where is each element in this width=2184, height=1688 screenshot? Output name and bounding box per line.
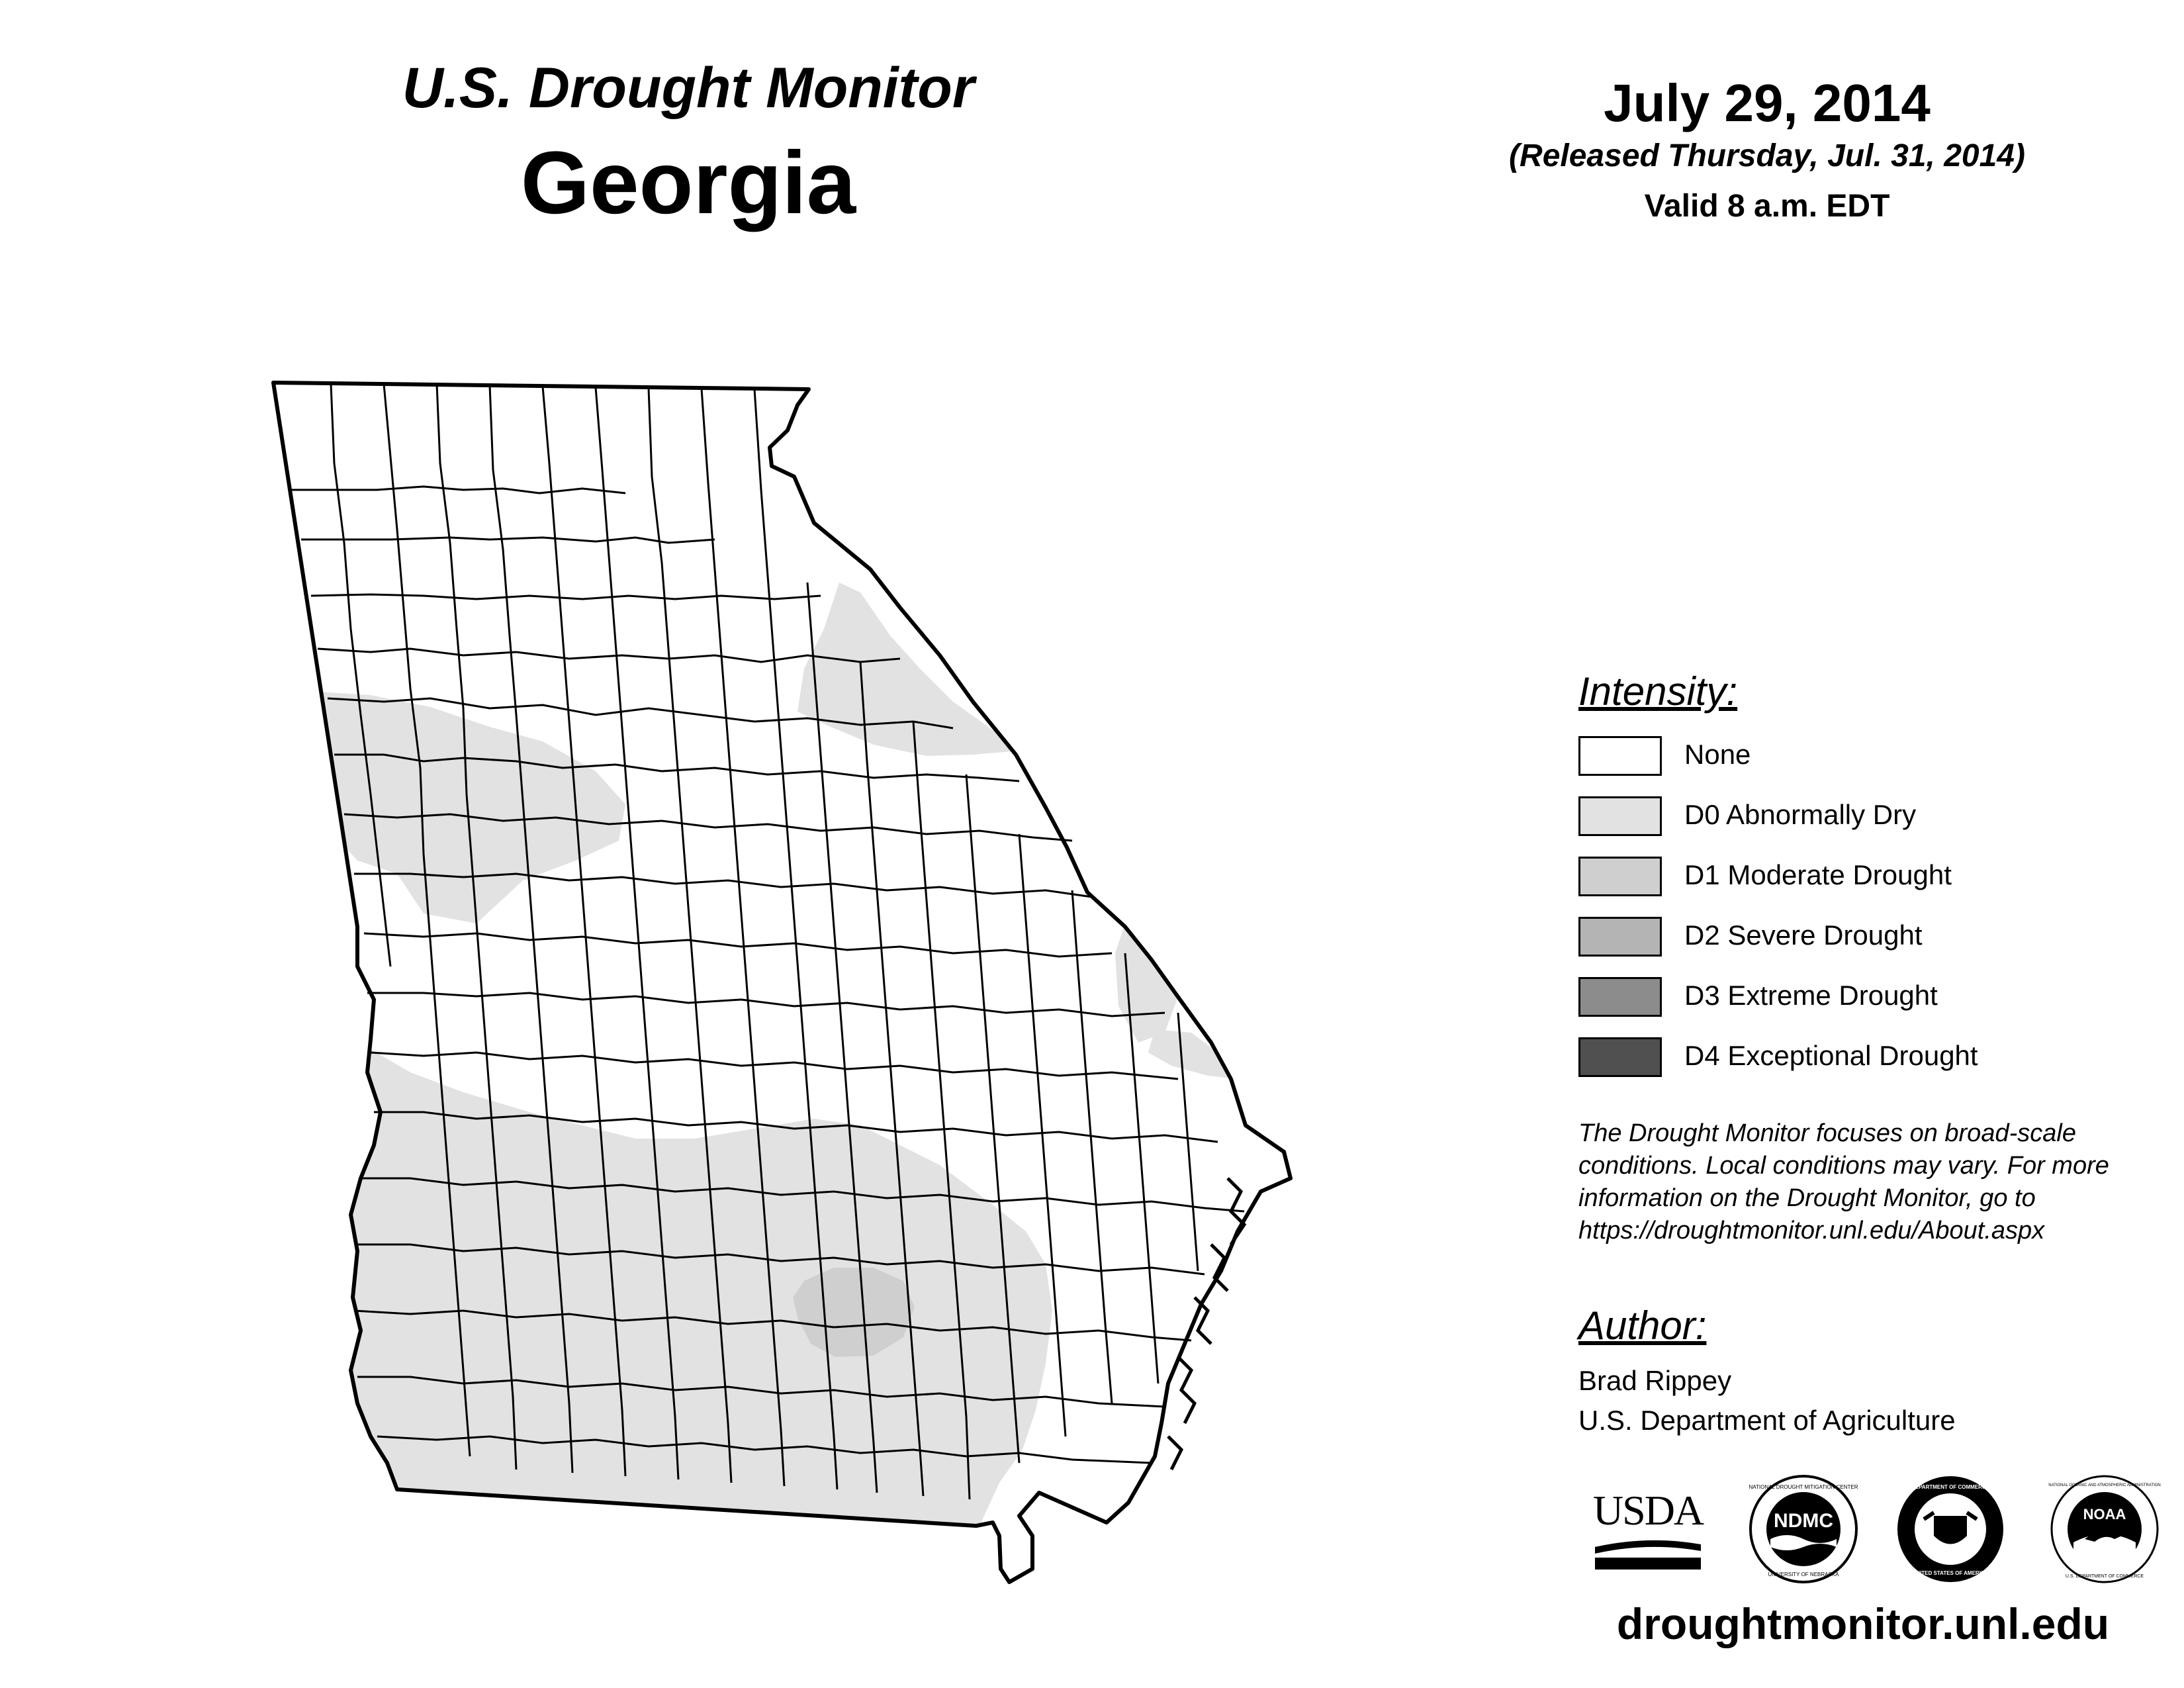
legend-swatch [1578, 977, 1662, 1017]
legend-label: D2 Severe Drought [1684, 919, 1923, 951]
legend-swatch [1578, 917, 1662, 957]
valid-time: Valid 8 a.m. EDT [1644, 189, 1890, 224]
legend-label: D1 Moderate Drought [1684, 859, 1952, 890]
ndmc-text: NDMC [1774, 1510, 1833, 1532]
map-date: July 29, 2014 [1604, 73, 1931, 132]
note-line: information on the Drought Monitor, go to [1578, 1184, 2036, 1212]
state-name: Georgia [520, 134, 856, 232]
legend-item [1578, 1037, 2148, 1081]
legend-item [1578, 796, 2148, 840]
noaa-ring-top: NATIONAL OCEANIC AND ATMOSPHERIC ADMINISTRATION [2048, 1483, 2161, 1487]
ndmc-ring-top: NATIONAL DROUGHT MITIGATION CENTER [1749, 1484, 1858, 1490]
legend-item [1578, 857, 2148, 900]
usda-logo: USDA [1592, 1486, 1704, 1572]
georgia-drought-map [251, 357, 1337, 1615]
note-line: The Drought Monitor focuses on broad-scale [1578, 1119, 2076, 1147]
author-name: Brad Rippey [1578, 1365, 1732, 1396]
ndmc-ring-bottom: UNIVERSITY OF NEBRASKA [1768, 1571, 1839, 1577]
author-org: U.S. Department of Agriculture [1578, 1405, 1956, 1436]
legend-item [1578, 977, 2148, 1021]
legend-heading: Intensity: [1578, 669, 1738, 714]
noaa-ring-bottom: U.S. DEPARTMENT OF COMMERCE [2065, 1574, 2144, 1579]
commerce-seal [1894, 1473, 2007, 1585]
noaa-text: NOAA [2083, 1506, 2126, 1523]
author-heading: Author: [1578, 1303, 1707, 1348]
legend-item [1578, 917, 2148, 961]
legend-swatch [1578, 857, 1662, 896]
commerce-ring-top: DEPARTMENT OF COMMERCE [1911, 1484, 1990, 1490]
map-title: U.S. Drought Monitor [402, 56, 975, 120]
noaa-logo [2048, 1473, 2161, 1585]
legend-swatch [1578, 736, 1662, 776]
usda-logo-swoosh [1592, 1535, 1704, 1572]
info-note [1578, 1117, 2161, 1247]
legend-label: D3 Extreme Drought [1684, 980, 1938, 1011]
website-link[interactable]: droughtmonitor.unl.edu [1616, 1599, 2110, 1648]
legend-item [1578, 736, 2148, 780]
ndmc-logo [1747, 1473, 1860, 1585]
release-date: (Released Thursday, Jul. 31, 2014) [1509, 138, 2025, 173]
note-line: conditions. Local conditions may vary. For more [1578, 1152, 2109, 1180]
legend-label: D0 Abnormally Dry [1684, 799, 1917, 830]
legend-label: None [1684, 739, 1751, 770]
note-link[interactable]: https://droughtmonitor.unl.edu/About.aspx [1578, 1217, 2045, 1244]
legend-label: D4 Exceptional Drought [1684, 1040, 1978, 1071]
legend-swatch [1578, 1037, 1662, 1077]
commerce-ring-bottom: UNITED STATES OF AMERICA [1912, 1570, 1989, 1576]
legend-swatch [1578, 796, 1662, 836]
